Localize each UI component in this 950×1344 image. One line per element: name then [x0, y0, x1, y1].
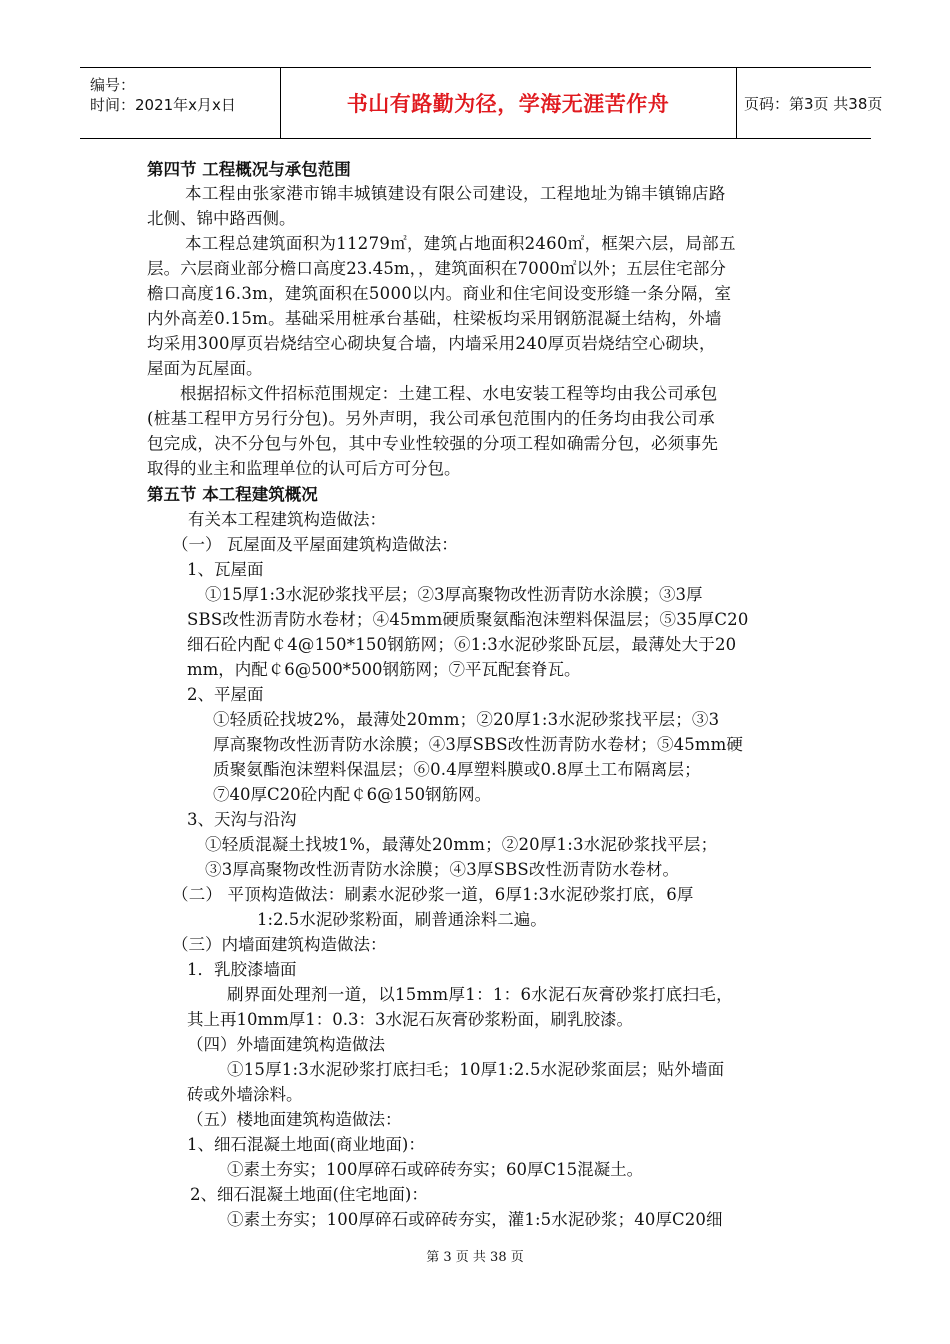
paragraph-line: （三）内墙面建筑构造做法：: [172, 935, 387, 954]
section-heading: 第四节 工程概况与承包范围: [147, 160, 351, 179]
paragraph-line: 包完成，决不分包与外包，其中专业性较强的分项工程如确需分包，必须事先: [147, 434, 719, 453]
paragraph-line: （一） 瓦屋面及平屋面建筑构造做法：: [172, 535, 458, 554]
paragraph-line: ①15厚1:3水泥砂浆打底扫毛；10厚1:2.5水泥砂浆面层；贴外墙面: [227, 1060, 725, 1079]
section-heading: 第五节 本工程建筑概况: [147, 485, 318, 504]
paragraph-line: 北侧、锦中路西侧。: [147, 209, 296, 228]
paragraph-line: 均采用300厚页岩烧结空心砌块复合墙，内墙采用240厚页岩烧结空心砌块，: [147, 334, 716, 353]
paragraph-line: 1、瓦屋面: [187, 560, 264, 579]
paragraph-line: 1．乳胶漆墙面: [187, 960, 297, 979]
paragraph-line: 细石砼内配￠4@150*150钢筋网；⑥1:3水泥砂浆卧瓦层，最薄处大于20: [187, 635, 737, 654]
page-info: 页码：第3页 共38页: [744, 94, 883, 113]
paragraph-line: 屋面为瓦屋面。: [147, 359, 263, 378]
paragraph-line: 质聚氨酯泡沫塑料保温层；⑥0.4厚塑料膜或0.8厚土工布隔离层；: [213, 760, 701, 779]
paragraph-line: 1:2.5水泥砂浆粉面，刷普通涂料二遍。: [257, 910, 547, 929]
paragraph-line: 2、平屋面: [187, 685, 264, 704]
paragraph-line: 根据招标文件招标范围规定：土建工程、水电安装工程等均由我公司承包: [180, 384, 718, 403]
paragraph-line: ①素土夯实；100厚碎石或碎砖夯实，灌1:5水泥砂浆；40厚C20细: [227, 1210, 723, 1229]
header-meta: [80, 68, 281, 138]
paragraph-line: ①素土夯实；100厚碎石或碎砖夯实；60厚C15混凝土。: [227, 1160, 644, 1179]
paragraph-line: ⑦40厚C20砼内配￠6@150钢筋网。: [213, 785, 492, 804]
paragraph-line: 厚高聚物改性沥青防水涂膜；④3厚SBS改性沥青防水卷材；⑤45mm硬: [213, 735, 743, 754]
paragraph-line: 本工程总建筑面积为11279㎡，建筑占地面积2460㎡，框架六层，局部五: [185, 234, 736, 253]
paragraph-line: 取得的业主和监理单位的认可后方可分包。: [147, 459, 461, 478]
paragraph-line: SBS改性沥青防水卷材；④45mm硬质聚氨酯泡沫塑料保温层；⑤35厚C20: [187, 610, 749, 629]
paragraph-line: 层。六层商业部分檐口高度23.45m，，建筑面积在7000㎡以外；五层住宅部分: [147, 259, 727, 278]
paragraph-line: 有关本工程建筑构造做法：: [188, 510, 386, 529]
paragraph-line: （四）外墙面建筑构造做法: [187, 1035, 385, 1054]
paragraph-line: （二） 平顶构造做法：刷素水泥砂浆一道，6厚1:3水泥砂浆打底，6厚: [172, 885, 694, 904]
paragraph-line: 檐口高度16.3m，建筑面积在5000以内。商业和住宅间设变形缝一条分隔，室: [147, 284, 732, 303]
paragraph-line: ①轻质混凝土找坡1%，最薄处20mm；②20厚1:3水泥砂浆找平层；: [205, 835, 718, 854]
paragraph-line: ③3厚高聚物改性沥青防水涂膜；④3厚SBS改性沥青防水卷材。: [205, 860, 680, 879]
paragraph-line: 其上再10mm厚1：0.3：3水泥石灰膏砂浆粉面，刷乳胶漆。: [187, 1010, 634, 1029]
paragraph-line: 刷界面处理剂一道，以15mm厚1：1：6水泥石灰膏砂浆打底扫毛，: [227, 985, 733, 1004]
paragraph-line: (桩基工程甲方另行分包)。另外声明，我公司承包范围内的任务均由我公司承: [147, 409, 715, 428]
date-label: 时间：2021年x月x日: [90, 96, 236, 114]
page-footer: 第 3 页 共 38 页: [426, 1250, 524, 1265]
paragraph-line: ①15厚1:3水泥砂浆找平层；②3厚高聚物改性沥青防水涂膜；③3厚: [205, 585, 703, 604]
paragraph-line: 3、天沟与沿沟: [187, 810, 297, 829]
motto: 书山有路勤为径，学海无涯苦作舟: [280, 68, 737, 138]
paragraph-line: （五）楼地面建筑构造做法：: [187, 1110, 402, 1129]
paragraph-line: ①轻质砼找坡2%，最薄处20mm；②20厚1:3水泥砂浆找平层；③3: [213, 710, 720, 729]
paragraph-line: 1、细石混凝土地面(商业地面)：: [187, 1135, 425, 1154]
paragraph-line: 内外高差0.15m。基础采用桩承台基础，柱梁板均采用钢筋混凝土结构，外墙: [147, 309, 722, 328]
number-label: 编号：: [90, 76, 136, 94]
document-header: [80, 67, 883, 139]
paragraph-line: 本工程由张家港市锦丰城镇建设有限公司建设，工程地址为锦丰镇锦店路: [185, 184, 726, 203]
paragraph-line: 砖或外墙涂料。: [187, 1085, 303, 1104]
paragraph-line: 2、细石混凝土地面(住宅地面)：: [190, 1185, 428, 1204]
paragraph-line: mm，内配￠6@500*500钢筋网；⑦平瓦配套脊瓦。: [187, 660, 581, 679]
